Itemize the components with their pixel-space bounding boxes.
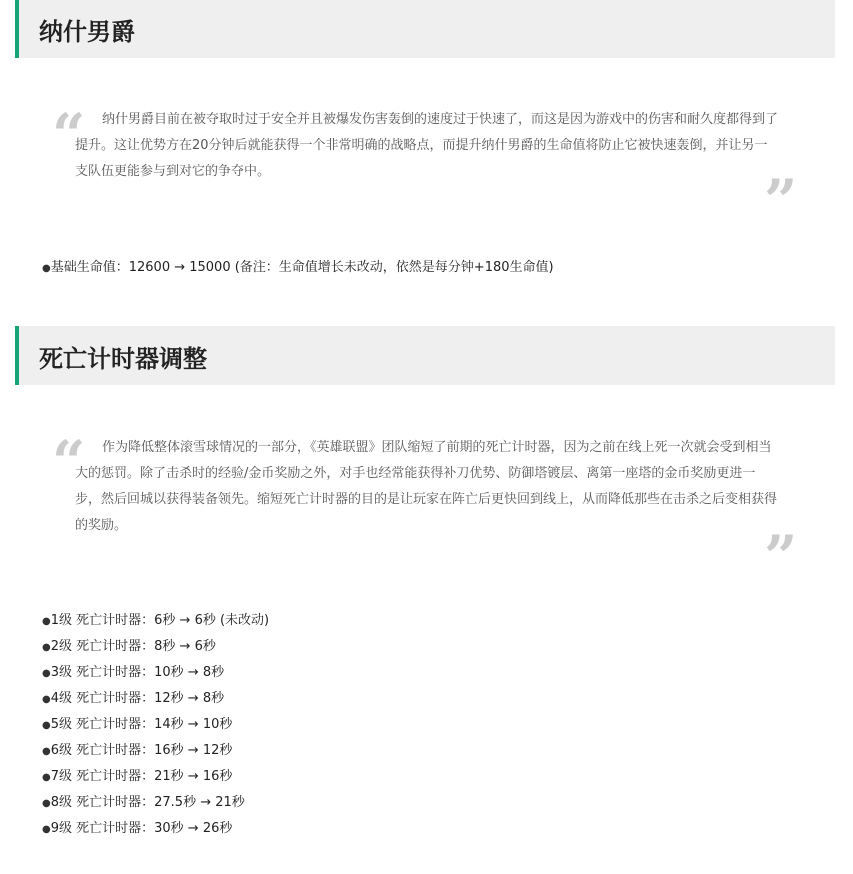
list-item: ● 4级 死亡计时器：12秒 → 8秒 bbox=[42, 686, 224, 713]
open-quote-icon: “ bbox=[52, 101, 86, 169]
close-quote-icon: ” bbox=[764, 523, 798, 591]
open-quote-icon: “ bbox=[52, 428, 86, 496]
section-header-death-timer bbox=[15, 326, 835, 385]
quote-text: 纳什男爵目前在被夺取时过于安全并且被爆发伤害轰倒的速度过于快速了，而这是因为游戏中的伤害和耐久度都得到了提升。这让优势方在20分钟后就能获得一个非常明确的战略点，而提升纳什男爵的生命值将防止它被快速轰倒，并让另一支队伍更能参与到对它的争夺中。 bbox=[75, 112, 779, 179]
list-item: ● 基础生命值：12600 → 15000 (备注：生命值增长未改动，依然是每分钟+180生命值) bbox=[42, 255, 554, 282]
close-quote-icon: ” bbox=[764, 167, 798, 235]
section-title: 死亡计时器调整 bbox=[39, 345, 207, 373]
list-item: ● 7级 死亡计时器：21秒 → 16秒 bbox=[42, 764, 232, 791]
list-item: ● 1级 死亡计时器：6秒 → 6秒 (未改动) bbox=[42, 608, 269, 635]
list-item: ● 6级 死亡计时器：16秒 → 12秒 bbox=[42, 738, 232, 765]
section-header-baron bbox=[15, 0, 835, 58]
list-item: ● 3级 死亡计时器：10秒 → 8秒 bbox=[42, 660, 224, 687]
section-title: 纳什男爵 bbox=[39, 18, 135, 46]
list-item: ● 2级 死亡计时器：8秒 → 6秒 bbox=[42, 634, 216, 661]
quote-text: 作为降低整体滚雪球情况的一部分，《英雄联盟》团队缩短了前期的死亡计时器，因为之前在线上死一次就会受到相当大的惩罚。除了击杀时的经验/金币奖励之外，对手也经常能获得补刀优势、防御塔镀层、离第一座塔的金币奖励更进一步，然后回城以获得装备领先。缩短死亡计时器的目的是让玩家在阵亡后更快回到线上，从而降低那些在击杀之后变相获得的奖励。 bbox=[75, 440, 778, 533]
list-item: ● 9级 死亡计时器：30秒 → 26秒 bbox=[42, 816, 232, 843]
list-item: ● 8级 死亡计时器：27.5秒 → 21秒 bbox=[42, 790, 245, 817]
list-item: ● 5级 死亡计时器：14秒 → 10秒 bbox=[42, 712, 232, 739]
